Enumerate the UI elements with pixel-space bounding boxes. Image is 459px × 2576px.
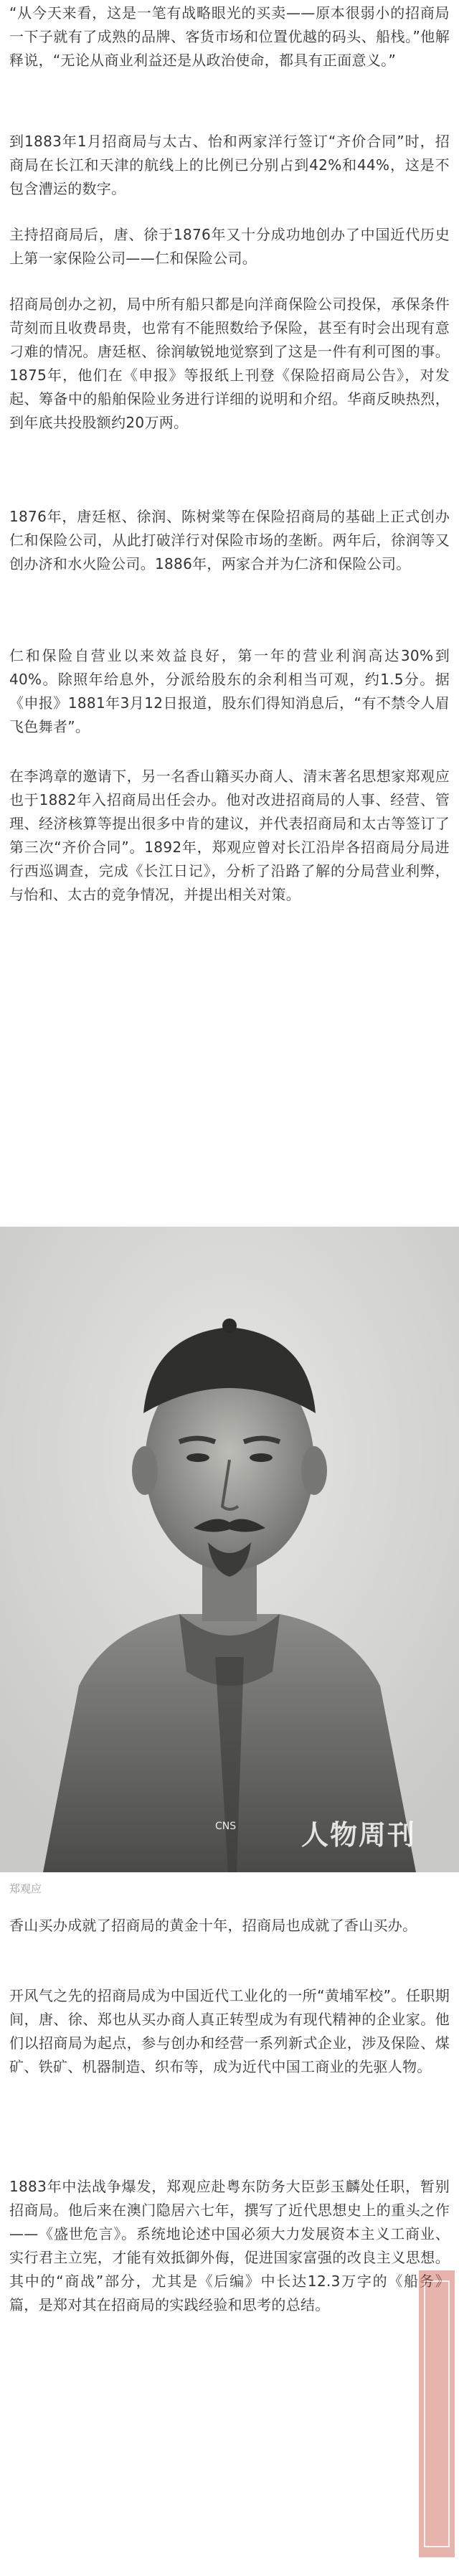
paragraph-7: 在李鸿章的邀请下，另一名香山籍买办商人、清末著名思想家郑观应也于1882年入招商局出任会办。他对改进招商局的人事、经营、管理、经济核算等提出很多中肯的建议，并代表招商局和太古等签订了第三次“齐价合同”。1892年，郑观应曾对长江沿岸各招商局分局进行西巡调查，完成《长江日记》，分析了沿路了解的分局营业利弊，与怡和、太古的竞争情况，并提出相关对策。 [9, 768, 450, 903]
paragraph-5: 1876年，唐廷枢、徐润、陈树棠等在保险招商局的基础上正式创办仁和保险公司，从此打破洋行对保险市场的垄断。两年后，徐润等又创办济和水火险公司。1886年，两家合并为仁济和保险公司。 [9, 508, 450, 572]
paragraph-10: 1883年中法战争爆发，郑观应赴粤东防务大臣彭玉麟处任职，暂别招商局。他后来在澳门隐居六七年，撰写了近代思想史上的重头之作——《盛世危言》。系统地论述中国必须大力发展资本主义工商业、实行君主立宪，才能有效抵御外侮，促进国家富强的改良主义思想。其中的“商战”部分，尤其是《后编》中长达12.3万字的《船务》篇，是郑对其在招商局的实践经验和思考的总结。 [9, 2178, 450, 2313]
paragraph-6: 仁和保险自营业以来效益良好，第一年的营业利润高达30%到40%。除照年给息外，分派给股东的余利相当可观，约1.5分。据《申报》1881年3月12日报道，股东们得知消息后，“有不禁令人眉飞色舞者”。 [9, 647, 450, 735]
paragraph-2: 到1883年1月招商局与太古、怡和两家洋行签订“齐价合同”时，招商局在长江和天津的航线上的比例已分别占到42%和44%，这是不包含漕运的数字。 [9, 133, 450, 197]
corner-seal-stamp [415, 2070, 459, 2565]
paragraph-4: 招商局创办之初，局中所有船只都是向洋商保险公司投保，承保条件苛刻而且收费昂贵，也常有不能照数给予保险，甚至有时会出现有意刁难的情况。唐廷枢、徐润敏锐地觉察到了这是一件有利可图的事。1875年，他们在《申报》等报纸上刊登《保险招商局公告》，对发起、筹备中的船舶保险业务进行详细的说明和介绍。华商反映热烈，到年底共投股额约20万两。 [9, 296, 450, 431]
paragraph-8: 香山买办成就了招商局的黄金十年，招商局也成就了香山买办。 [9, 1917, 417, 1934]
photo-caption: 郑观应 [9, 1882, 42, 1895]
svg-text:CNS: CNS [215, 1821, 237, 1832]
photo-watermark: 人物周刊 [301, 1818, 416, 1851]
paragraph-9: 开风气之先的招商局成为中国近代工业化的一所“黄埔军校”。任职期间，唐、徐、郑也从买办商人真正转型成为有现代精神的企业家。他们以招商局为起点，参与创办和经营一系列新式企业，涉及保险、煤矿、铁矿、机器制造、织布等，成为近代中国工商业的先驱人物。 [9, 1987, 450, 2075]
portrait-illustration [0, 1227, 459, 1872]
paragraph-3: 主持招商局后，唐、徐于1876年又十分成功地创办了中国近代历史上第一家保险公司——仁和保险公司。 [9, 226, 450, 267]
paragraph-1: “从今天来看，这是一笔有战略眼光的买卖——原本很弱小的招商局一下子就有了成熟的品牌、客货市场和位置优越的码头、船栈。”他解释说，“无论从商业利益还是从政治使命，都具有正面意义。” [9, 4, 450, 69]
portrait-photo [0, 1227, 459, 1872]
